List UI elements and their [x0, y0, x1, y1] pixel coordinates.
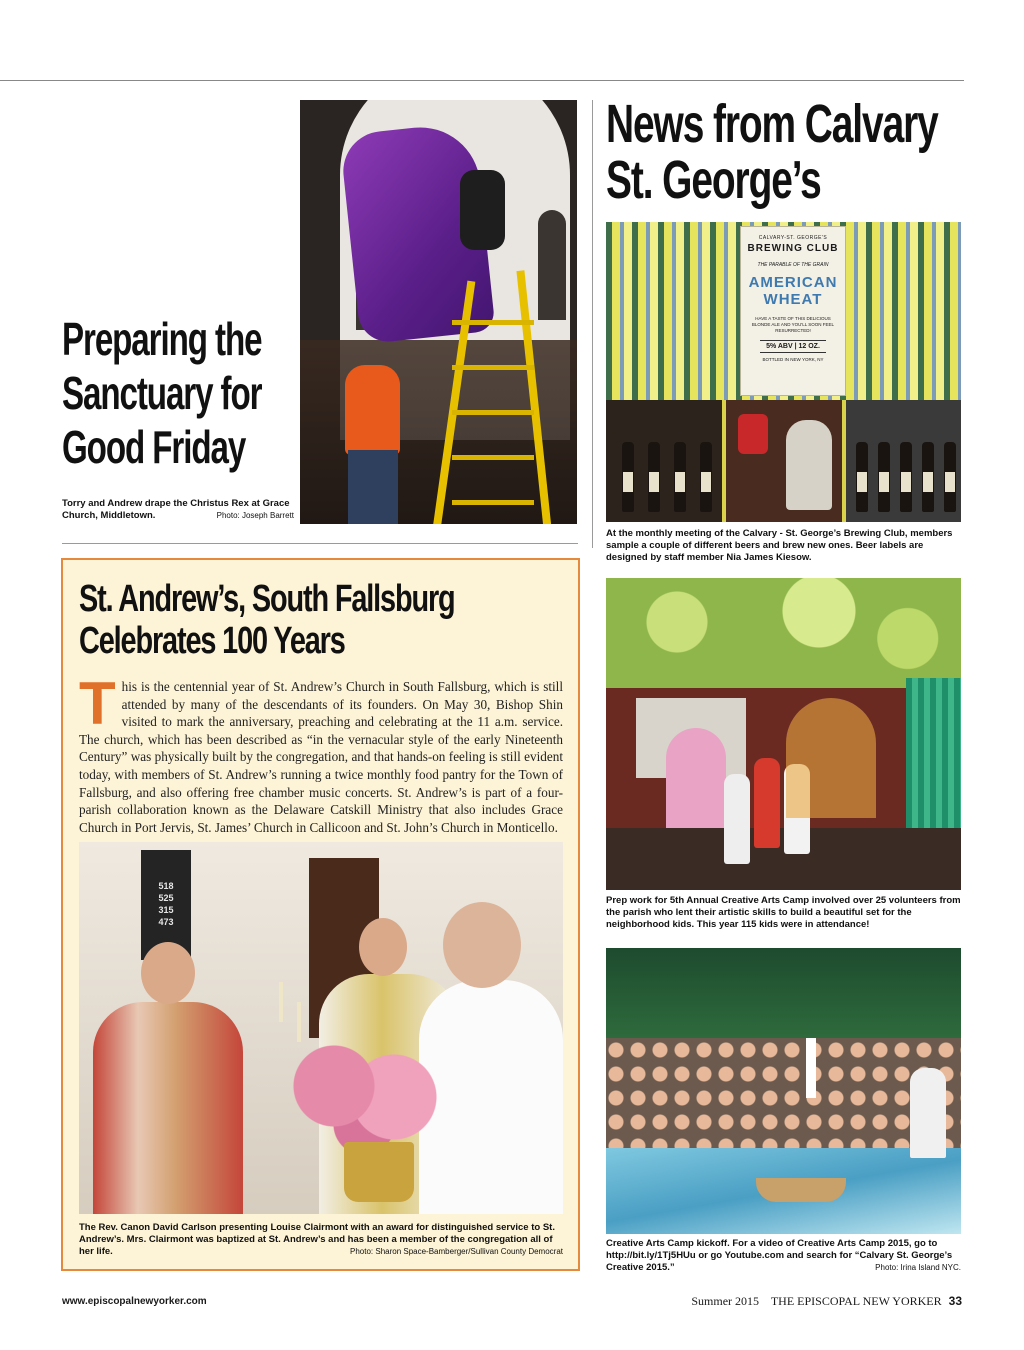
camp-set-caption: Prep work for 5th Annual Creative Arts Camp involved over 25 volunteers from the parish who lent their artistic skills to build a beautiful set for the neighborhood kids. This year 115 kids were in attendance! [606, 895, 961, 930]
beer-caption: At the monthly meeting of the Calvary - St. George’s Brewing Club, members sample a couple of different beers and brew new ones. Beer labels are designed by staff member Nia James Kiesow. [606, 528, 953, 563]
sanctuary-photo [300, 100, 577, 524]
camp-kickoff-credit: Photo: Irina Island NYC. [875, 1263, 961, 1272]
calvary-headline: News from Calvary St. George’s [606, 94, 938, 210]
beer-label: CALVARY-ST. GEORGE'S BREWING CLUB THE PARABLE OF THE GRAIN AMERICAN WHEAT HAVE A TASTE OF THIS DELICIOUS BLONDE ALE AND YOU'LL SOON FEEL RESURRECTED! 5% ABV | 12 OZ. BOTTLED IN NEW YORK, NY [740, 226, 846, 396]
sanctuary-caption: Torry and Andrew drape the Christus Rex at Grace Church, Middletown. Photo: Joseph Barrett [62, 498, 294, 521]
hymn-board: 518 525 315 473 [141, 850, 191, 960]
section-divider [62, 543, 578, 544]
drop-cap: T [79, 670, 116, 737]
top-rule [0, 80, 964, 81]
sanctuary-headline: Preparing the Sanctuary for Good Friday [62, 313, 262, 473]
sanctuary-credit: Photo: Joseph Barrett [216, 511, 294, 520]
camp-kickoff-caption: Creative Arts Camp kickoff. For a video of Creative Arts Camp 2015, go to http://bit.ly/1Tj5HUu or go Youtube.com and search for “Calvary St. George’s Creative 2015.” Photo: Irina Island NYC. [606, 1238, 961, 1273]
st-andrews-caption: The Rev. Canon David Carlson presenting Louise Clairmont with an award for distinguished service to St. Andrew’s. Mrs. Clairmont was baptized at St. Andrew’s and has been a member of the congregation all of her life. Photo: Sharon Space-Bamberger/Sullivan County Democrat [79, 1222, 563, 1257]
column-divider [592, 100, 593, 548]
st-andrews-article [61, 558, 580, 1271]
issue-label: Summer 2015 [691, 1294, 760, 1308]
st-andrews-headline: St. Andrew’s, South Fallsburg Celebrates 100 Years [79, 578, 455, 662]
camp-kickoff-photo [606, 948, 961, 1234]
st-andrews-body: This is the centennial year of St. Andrew’s Church in South Fallsburg, which is still attended by many of the descendants of its founders. On May 30, Bishop Shin visited to mark the anniversary, preaching and celebrating at the 11 a.m. service. The church, which has been described as “in the vernacular style of the early Nineteenth Century” was physically built by the congregation, and that hands-on feeling is still evident today, with members of St. Andrew’s running a twice monthly food pantry for the Town of Fallsburg, and also offering free chamber music concerts. St. Andrew’s is part of a four-parish collaboration known as the Delaware Catskill Ministry that also includes Grace Church in Port Jervis, St. James’ Church in Callicoon and St. John’s Church in Monticello. [79, 670, 563, 835]
website-link[interactable]: www.episcopalnewyorker.com [62, 1296, 207, 1307]
st-andrews-photo [79, 842, 563, 1214]
page-footer [691, 1294, 962, 1309]
camp-set-photo [606, 578, 961, 890]
page-number: 33 [948, 1294, 962, 1308]
st-andrews-credit: Photo: Sharon Space-Bamberger/Sullivan County Democrat [350, 1247, 563, 1256]
beer-photo [606, 222, 961, 522]
publication-name: THE EPISCOPAL NEW YORKER [770, 1294, 942, 1308]
